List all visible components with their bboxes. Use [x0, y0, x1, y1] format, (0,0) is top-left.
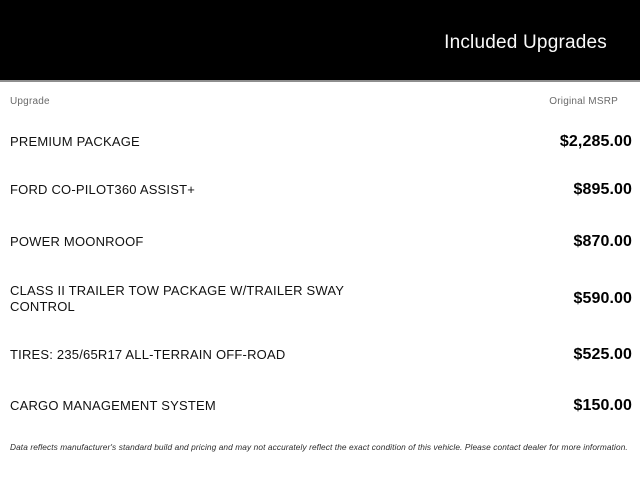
- table-row: [10, 380, 632, 432]
- upgrade-name: POWER MOONROOF: [10, 234, 144, 249]
- upgrade-name: PREMIUM PACKAGE: [10, 134, 140, 149]
- column-header-upgrade: Upgrade: [10, 95, 50, 107]
- table-row: [10, 120, 632, 164]
- table-row: [10, 164, 632, 216]
- table-row: [10, 268, 632, 330]
- upgrade-price: $590.00: [573, 290, 632, 307]
- table-column-header-row: [10, 82, 632, 120]
- table-row: [10, 330, 632, 380]
- upgrade-name: TIRES: 235/65R17 ALL-TERRAIN OFF-ROAD: [10, 347, 286, 362]
- upgrade-name: CARGO MANAGEMENT SYSTEM: [10, 398, 216, 413]
- upgrade-price: $870.00: [573, 233, 632, 250]
- page-title: Included Upgrades: [444, 32, 607, 53]
- disclaimer-text: Data reflects manufacturer's standard build and pricing and may not accurately reflect the exact condition of this vehicle. Please contact dealer for more information.: [10, 442, 628, 452]
- column-header-original-msrp: Original MSRP: [549, 95, 618, 107]
- upgrade-name: CLASS II TRAILER TOW PACKAGE W/TRAILER SWAY CONTROL: [10, 283, 344, 314]
- upgrades-table: [0, 82, 640, 432]
- upgrade-price: $895.00: [573, 181, 632, 198]
- upgrade-name: FORD CO-PILOT360 ASSIST+: [10, 182, 196, 197]
- header-bar: [0, 0, 640, 82]
- upgrade-price: $2,285.00: [559, 133, 632, 150]
- upgrades-table-body: [10, 120, 632, 432]
- upgrade-price: $525.00: [573, 346, 632, 363]
- upgrade-price: $150.00: [573, 397, 632, 414]
- table-row: [10, 216, 632, 268]
